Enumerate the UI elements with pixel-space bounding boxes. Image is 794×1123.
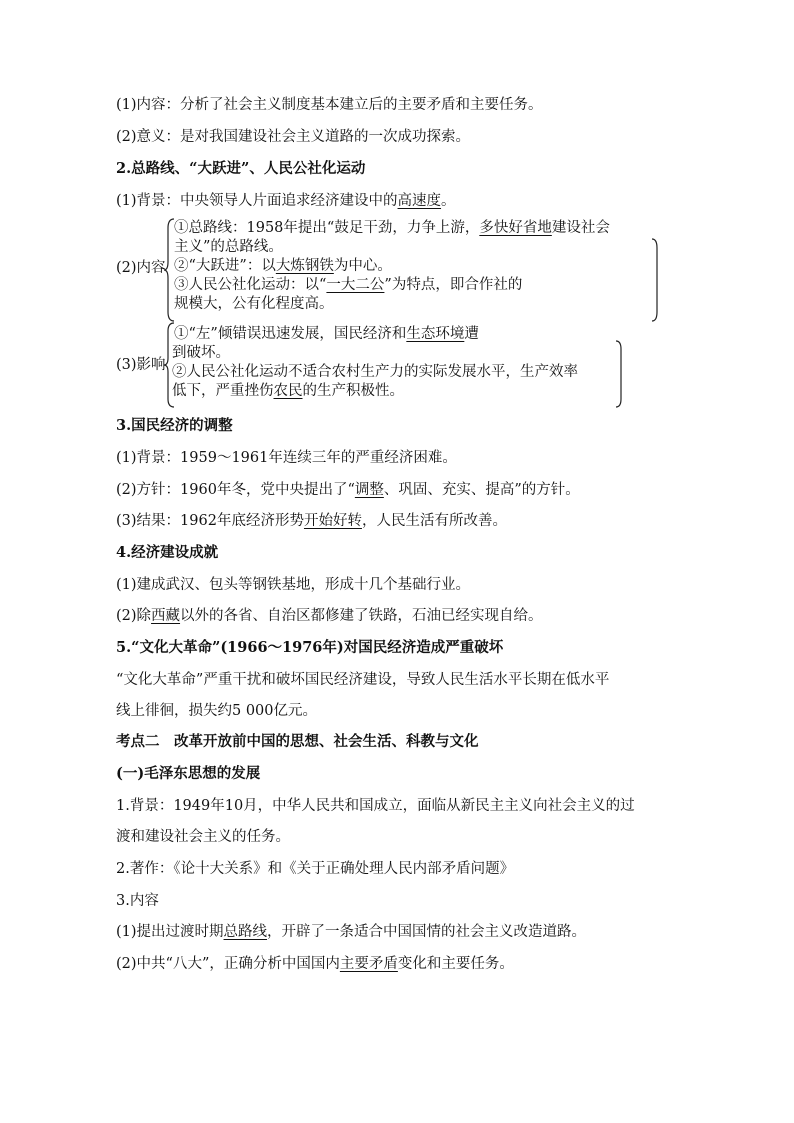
content-item: ①总路线：1958年提出“鼓足干劲，力争上游，多快好省地建设社会 bbox=[174, 220, 610, 236]
text-line: 3.内容 bbox=[116, 893, 159, 909]
section-heading: 考点二 改革开放前中国的思想、社会生活、科教与文化 bbox=[116, 733, 479, 750]
section-heading: 3.国民经济的调整 bbox=[116, 417, 233, 434]
text-line: (1)建成武汉、包头等钢铁基地，形成十几个基础行业。 bbox=[116, 577, 471, 593]
right-brace bbox=[651, 238, 661, 322]
content-item: ③人民公社化运动：以“一大二公”为特点，即合作社的 bbox=[174, 277, 523, 293]
impact-label: (3)影响 bbox=[116, 357, 166, 373]
content-item: 规模大，公有化程度高。 bbox=[174, 296, 334, 312]
section-heading: 5.“文化大革命”(1966～1976年)对国民经济造成严重破坏 bbox=[116, 639, 504, 656]
impact-item: 低下，严重挫伤农民的生产积极性。 bbox=[172, 383, 404, 399]
text-line: (1)背景：中央领导人片面追求经济建设中的高速度。 bbox=[116, 193, 456, 209]
text-line: 2.著作：《论十大关系》和《关于正确处理人民内部矛盾问题》 bbox=[116, 861, 515, 877]
right-brace bbox=[615, 340, 625, 408]
content-item: ②“大跃进”：以大炼钢铁为中心。 bbox=[174, 258, 392, 274]
text-line: (1)提出过渡时期总路线，开辟了一条适合中国国情的社会主义改造道路。 bbox=[116, 924, 587, 940]
content-label: (2)内容 bbox=[116, 260, 166, 276]
impact-item: 到破坏。 bbox=[172, 345, 230, 361]
impact-item: ①“左”倾错误迅速发展，国民经济和生态环境遭 bbox=[174, 326, 479, 342]
text-line: (3)结果：1962年底经济形势开始好转，人民生活有所改善。 bbox=[116, 513, 507, 529]
text-line: “文化大革命”严重干扰和破坏国民经济建设，导致人民生活水平长期在低水平 bbox=[116, 672, 610, 688]
section-heading: 2.总路线、“大跃进”、人民公社化运动 bbox=[116, 160, 366, 177]
text-line: (1)背景：1959～1961年连续三年的严重经济困难。 bbox=[116, 450, 457, 466]
text-line: 渡和建设社会主义的任务。 bbox=[116, 829, 290, 845]
text-line: (2)意义：是对我国建设社会主义道路的一次成功探索。 bbox=[116, 129, 471, 145]
content-item: 主义”的总路线。 bbox=[174, 239, 283, 255]
text-line: 线上徘徊，损失约5 000亿元。 bbox=[116, 703, 318, 719]
text-line: (2)方针：1960年冬，党中央提出了“调整、巩固、充实、提高”的方针。 bbox=[116, 482, 580, 498]
section-heading: (一)毛泽东思想的发展 bbox=[116, 765, 261, 782]
text-line: (2)中共“八大”，正确分析中国国内主要矛盾变化和主要任务。 bbox=[116, 956, 514, 972]
text-line: (1)内容：分析了社会主义制度基本建立后的主要矛盾和主要任务。 bbox=[116, 97, 543, 113]
section-heading: 4.经济建设成就 bbox=[116, 544, 219, 561]
text-line: (2)除西藏以外的各省、自治区都修建了铁路，石油已经实现自给。 bbox=[116, 608, 543, 624]
impact-item: ②人民公社化运动不适合农村生产力的实际发展水平，生产效率 bbox=[172, 364, 578, 380]
text-line: 1.背景：1949年10月，中华人民共和国成立，面临从新民主主义向社会主义的过 bbox=[116, 798, 635, 814]
